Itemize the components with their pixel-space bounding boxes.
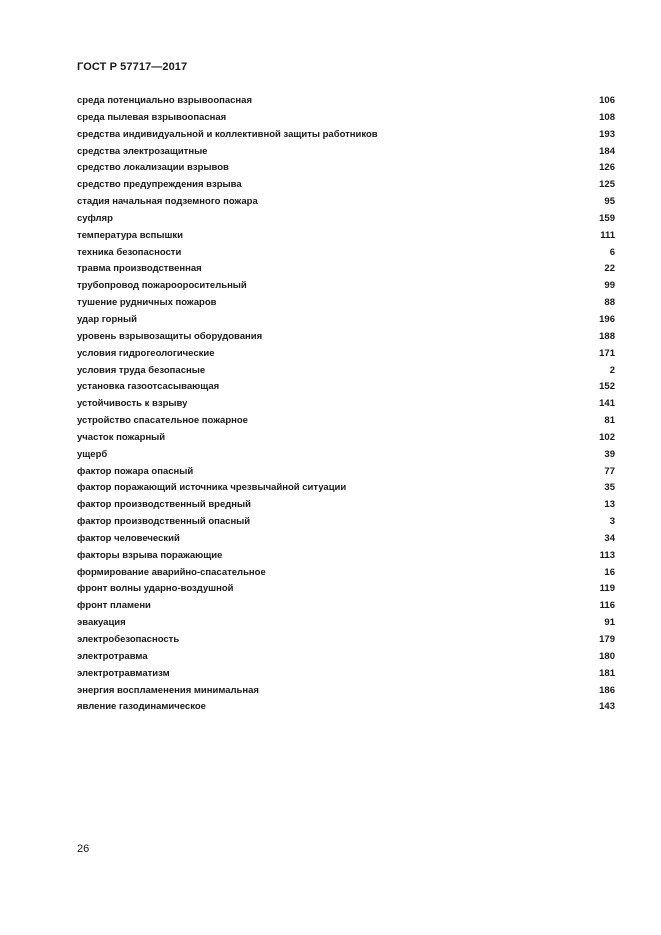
index-page-ref: 22	[604, 263, 615, 275]
index-term: явление газодинамическое	[77, 701, 206, 713]
index-entry	[77, 194, 615, 211]
index-term: фронт волны ударно-воздушной	[77, 583, 234, 595]
index-entry	[77, 699, 615, 716]
index-page-ref: 99	[604, 280, 615, 292]
index-page-ref: 102	[599, 431, 615, 443]
index-term: фактор производственный вредный	[77, 499, 251, 511]
index-entry	[77, 278, 615, 295]
index-page-ref: 108	[599, 111, 615, 123]
index-page-ref: 188	[599, 330, 615, 342]
index-entry	[77, 666, 615, 683]
index-entry	[77, 228, 615, 245]
index-page-ref: 143	[599, 701, 615, 713]
index-page-ref: 77	[604, 465, 615, 477]
index-entry	[77, 565, 615, 582]
index-entry	[77, 110, 615, 127]
index-term: фактор производственный опасный	[77, 516, 251, 528]
index-entry	[77, 396, 615, 413]
index-page-ref: 159	[599, 212, 615, 224]
index-term: средства электрозащитные	[77, 145, 208, 157]
index-entry	[77, 413, 615, 430]
index-entry	[77, 261, 615, 278]
index-entry	[77, 531, 615, 548]
index-entry	[77, 581, 615, 598]
index-term: уровень взрывозащиты оборудования	[77, 330, 263, 342]
index-entry	[77, 430, 615, 447]
index-entry	[77, 177, 615, 194]
index-entry	[77, 464, 615, 481]
index-page-ref: 126	[599, 162, 615, 174]
index-entry	[77, 683, 615, 700]
index-page-ref: 193	[599, 128, 615, 140]
index-page-ref: 81	[604, 415, 615, 427]
index-term: фактор человеческий	[77, 532, 180, 544]
index-term: факторы взрыва поражающие	[77, 549, 223, 561]
index-page-ref: 125	[599, 179, 615, 191]
index-entry	[77, 160, 615, 177]
index-page-ref: 196	[599, 313, 615, 325]
index-entry	[77, 144, 615, 161]
index-entry	[77, 93, 615, 110]
document-header: ГОСТ Р 57717—2017	[77, 61, 188, 73]
index-page-ref: 113	[599, 549, 615, 561]
index-page-ref: 180	[599, 650, 615, 662]
index-term: техника безопасности	[77, 246, 182, 258]
index-entry	[77, 615, 615, 632]
index-page-ref: 141	[599, 398, 615, 410]
index-entry	[77, 312, 615, 329]
index-page-ref: 179	[599, 634, 615, 645]
index-term: стадия начальная подземного пожара	[77, 196, 258, 208]
index-term: формирование аварийно-спасательное	[77, 566, 266, 578]
index-entry	[77, 649, 615, 666]
index-page-ref: 16	[604, 566, 615, 578]
index-entry	[77, 363, 615, 380]
index-term: среда пылевая взрывоопасная	[77, 111, 227, 123]
index-term: эвакуация	[77, 617, 126, 629]
index-term: энергия воспламенения минимальная	[77, 684, 259, 696]
index-entry	[77, 127, 615, 144]
index-term: средство локализации взрывов	[77, 162, 229, 174]
index-term: устройство спасательное пожарное	[77, 415, 248, 427]
index-term: трубопровод пожарооросительный	[77, 280, 247, 292]
index-entry	[77, 632, 615, 649]
index-term: условия гидрогеологические	[77, 347, 215, 359]
index-term: среда потенциально взрывоопасная	[77, 95, 252, 106]
index-entry	[77, 447, 615, 464]
index-page-ref: 181	[599, 667, 615, 679]
index-entry	[77, 598, 615, 615]
index-term: фактор поражающий источника чрезвычайной ситуации	[77, 482, 347, 494]
index-term: суфляр	[77, 212, 113, 224]
index-term: тушение рудничных пожаров	[77, 297, 217, 309]
index-page-ref: 13	[604, 499, 615, 511]
index-term: устойчивость к взрыву	[77, 398, 188, 410]
index-page-ref: 6	[609, 246, 615, 258]
index-entry	[77, 548, 615, 565]
index-page-ref: 106	[599, 95, 615, 106]
index-term: электробезопасность	[77, 634, 180, 645]
index-page-ref: 95	[604, 196, 615, 208]
index-page-ref: 3	[609, 516, 615, 528]
index-page-ref: 184	[599, 145, 615, 157]
page-number: 26	[77, 843, 90, 855]
index-page-ref: 34	[604, 532, 615, 544]
index-entry	[77, 379, 615, 396]
index-page-ref: 88	[604, 297, 615, 309]
index-page-ref: 91	[604, 617, 615, 629]
index-term: удар горный	[77, 313, 137, 325]
index-term: фронт пламени	[77, 600, 151, 612]
index-page-ref: 35	[604, 482, 615, 494]
index-term: условия труда безопасные	[77, 364, 206, 376]
index-page-ref: 2	[609, 364, 615, 376]
index-term: средства индивидуальной и коллективной защиты работников	[77, 128, 378, 140]
index-page-ref: 119	[599, 583, 615, 595]
index-page-ref: 152	[599, 381, 615, 393]
index-page-ref: 116	[599, 600, 615, 612]
index-term: фактор пожара опасный	[77, 465, 194, 477]
index-page-ref: 186	[599, 684, 615, 696]
index-term: температура вспышки	[77, 229, 183, 241]
index-page-ref: 111	[600, 229, 615, 241]
index-entry	[77, 245, 615, 262]
alphabetical-index	[77, 93, 615, 716]
index-entry	[77, 480, 615, 497]
index-term: ущерб	[77, 448, 108, 460]
index-page-ref: 171	[599, 347, 615, 359]
index-term: электротравматизм	[77, 667, 170, 679]
index-term: средство предупреждения взрыва	[77, 179, 242, 191]
index-page-ref: 39	[604, 448, 615, 460]
index-term: участок пожарный	[77, 431, 166, 443]
index-entry	[77, 329, 615, 346]
index-term: установка газоотсасывающая	[77, 381, 220, 393]
index-entry	[77, 211, 615, 228]
index-term: электротравма	[77, 650, 148, 662]
index-term: травма производственная	[77, 263, 202, 275]
index-entry	[77, 514, 615, 531]
index-entry	[77, 346, 615, 363]
index-entry	[77, 295, 615, 312]
index-entry	[77, 497, 615, 514]
